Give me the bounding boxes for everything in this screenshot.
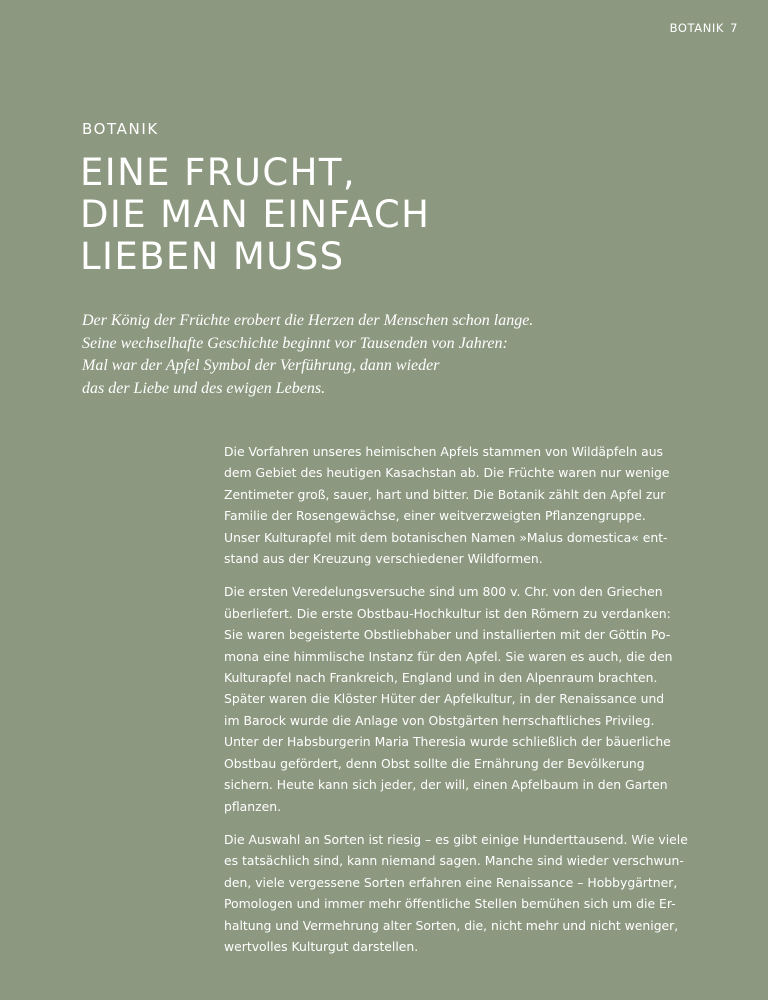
body-line: Unter der Habsburgerin Maria Theresia wurde schließlich der bäuerliche	[224, 734, 671, 750]
body-paragraph	[224, 441, 724, 569]
body-line: Die Auswahl an Sorten ist riesig – es gibt einige Hunderttausend. Wie viele	[224, 831, 688, 847]
body-line: sichern. Heute kann sich jeder, der will, einen Apfelbaum in den Garten	[224, 777, 668, 793]
article-body	[224, 441, 724, 969]
body-line: Unser Kulturapfel mit dem botanischen Namen »Malus domestica« ent-	[224, 529, 668, 545]
article-headline	[80, 152, 430, 278]
lead-line: Mal war der Apfel Symbol der Verführung, dann wieder	[82, 357, 440, 374]
lead-line: Seine wechselhafte Geschichte beginnt vor Tausenden von Jahren:	[82, 334, 508, 352]
lead-line: das der Liebe und des ewigen Lebens.	[82, 379, 326, 397]
section-kicker: BOTANIK	[82, 120, 159, 138]
body-line: mona eine himmlische Instanz für den Apfel. Sie waren es auch, die den	[224, 648, 673, 664]
body-line: Zentimeter groß, sauer, hart und bitter. Die Botanik zählt den Apfel zur	[224, 486, 666, 502]
body-line: Sie waren begeisterte Obstliebhaber und installierten mit der Göttin Po-	[224, 627, 671, 643]
body-line: Obstbau gefördert, denn Obst sollte die Ernährung der Bevölkerung	[224, 755, 645, 771]
body-line: Kulturapfel nach Frankreich, England und in den Alpenraum brachten.	[224, 670, 658, 686]
body-paragraph	[224, 829, 724, 957]
body-line: den, viele vergessene Sorten erfahren eine Renaissance – Hobbygärtner,	[224, 874, 678, 890]
body-line: haltung und Vermehrung alter Sorten, die, nicht mehr und nicht weniger,	[224, 917, 679, 933]
body-line: Die Vorfahren unseres heimischen Apfels stammen von Wildäpfeln aus	[224, 444, 664, 459]
article-lead	[82, 310, 533, 400]
body-line: Pomologen und immer mehr öffentliche Stellen bemühen sich um die Er-	[224, 896, 676, 912]
body-line: wertvolles Kulturgut darstellen.	[224, 938, 419, 954]
page-number: 7	[730, 21, 738, 35]
body-line: es tatsächlich sind, kann niemand sagen. Manche sind wieder verschwun-	[224, 853, 684, 869]
running-head	[670, 21, 738, 35]
lead-line: Der König der Früchte erobert die Herzen der Menschen schon lange.	[82, 312, 534, 329]
body-line: pflanzen.	[224, 798, 282, 814]
body-line: überliefert. Die erste Obstbau-Hochkultur ist den Römern zu verdanken:	[224, 605, 671, 621]
body-line: Familie der Rosengewächse, einer weitverzweigten Pflanzengruppe.	[224, 508, 646, 524]
running-head-section: BOTANIK	[669, 21, 725, 35]
body-line: Später waren die Klöster Hüter der Apfelkultur, in der Renaissance und	[224, 691, 665, 707]
body-line: dem Gebiet des heutigen Kasachstan ab. Die Früchte waren nur wenige	[224, 465, 670, 481]
body-paragraph	[224, 581, 724, 816]
body-line: Die ersten Veredelungsversuche sind um 800 v. Chr. von den Griechen	[224, 584, 663, 600]
headline-line: EINE FRUCHT,	[80, 151, 356, 194]
body-line: stand aus der Kreuzung verschiedener Wildformen.	[224, 551, 543, 567]
body-line: im Barock wurde die Anlage von Obstgärten herrschaftliches Privileg.	[224, 712, 655, 728]
headline-line: DIE MAN EINFACH	[80, 193, 431, 236]
headline-line: LIEBEN MUSS	[80, 235, 345, 278]
